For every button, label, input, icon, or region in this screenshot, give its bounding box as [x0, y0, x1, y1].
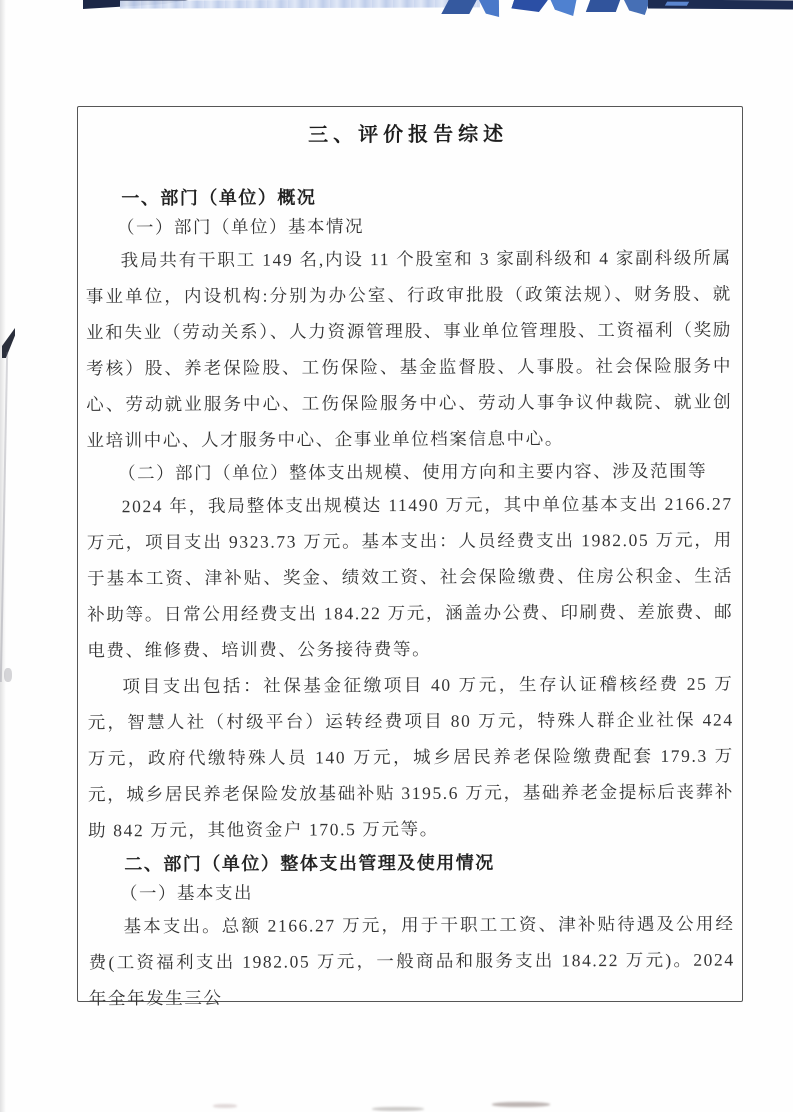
scan-smudge [372, 1107, 424, 1111]
section-2-heading: 二、部门（单位）整体支出管理及使用情况 [124, 852, 495, 875]
report-title: 三、评价报告综述 [308, 123, 509, 147]
folder-edge-shape [550, 0, 583, 16]
folder-edge-graphic [0, 0, 793, 22]
section-1-sub-2-heading: （二）部门（单位）整体支出规模、使用方向和主要内容、涉及范围等 [118, 460, 708, 484]
folder-edge-right-band [648, 0, 793, 9]
section-2-sub-1-heading: （一）基本支出 [119, 882, 253, 904]
report-text-column [85, 120, 735, 1017]
paragraph-overall-expenditure: 2024 年，我局整体支出规模达 11490 万元，其中单位基本支出 2166.27 万元，项目支出 9323.73 万元。基本支出：人员经费支出 1982.05 万元，用于基本工资、津补贴、奖金、绩效工资、社会保险缴费、住房公积金、生活补助等。日常公用经费支出 184.22 万元，涵盖办公费、印刷费、差旅费、邮电费、维修费、培训费、公务接待费等。 [86, 493, 734, 661]
folder-edge-light-band [120, 0, 480, 9]
folder-edge-shape [624, 0, 650, 15]
scan-artifact-dot [4, 668, 12, 682]
paragraph-project-expenditure: 项目支出包括：社保基金征缴项目 40 万元，生存认证稽核经费 25 万元，智慧人社（村级平台）运转经费项目 80 万元，特殊人群企业社保 424 万元，政府代缴特殊人员 140 万元，城乡居民养老保险缴费配套 179.3 万元，城乡居民养老保险发放基础补贴 3195.6 万元，基础养老金提标后丧葬补助 842 万元，其他资金户 170.5 万元等。 [87, 673, 735, 841]
folder-edge-shape [586, 0, 620, 12]
report-border-box [77, 106, 743, 1009]
section-1-heading: 一、部门（单位）概况 [121, 187, 317, 209]
paragraph-basic-expenditure: 基本支出。总额 2166.27 万元，用于干职工工资、津补贴待遇及公用经费(工资福利支出 1982.05 万元，一般商品和服务支出 184.22 万元)。2024 年全年发生三公 [88, 913, 735, 1009]
scan-smudge [213, 1104, 237, 1108]
section-1-sub-1-heading: （一）部门（单位）基本情况 [116, 216, 365, 238]
folder-edge-shape [479, 0, 505, 17]
folder-edge-shape [441, 0, 476, 14]
scan-smudge [492, 1102, 550, 1107]
paragraph-basic-info: 我局共有干职工 149 名,内设 11 个股室和 3 家副科级和 4 家副科级所属事业单位，内设机构:分别为办公室、行政审批股（政策法规）、财务股、就业和失业（劳动关系）、人力资源管理股、事业单位管理股、工资福利（奖励考核）股、养老保险股、工伤保险、基金监督股、人事股。社会保险服务中心、劳动就业服务中心、工伤保险服务中心、劳动人事争议仲裁院、就业创业培训中心、人才服务中心、企事业单位档案信息中心。 [85, 247, 733, 451]
folder-edge-shape [510, 0, 548, 12]
